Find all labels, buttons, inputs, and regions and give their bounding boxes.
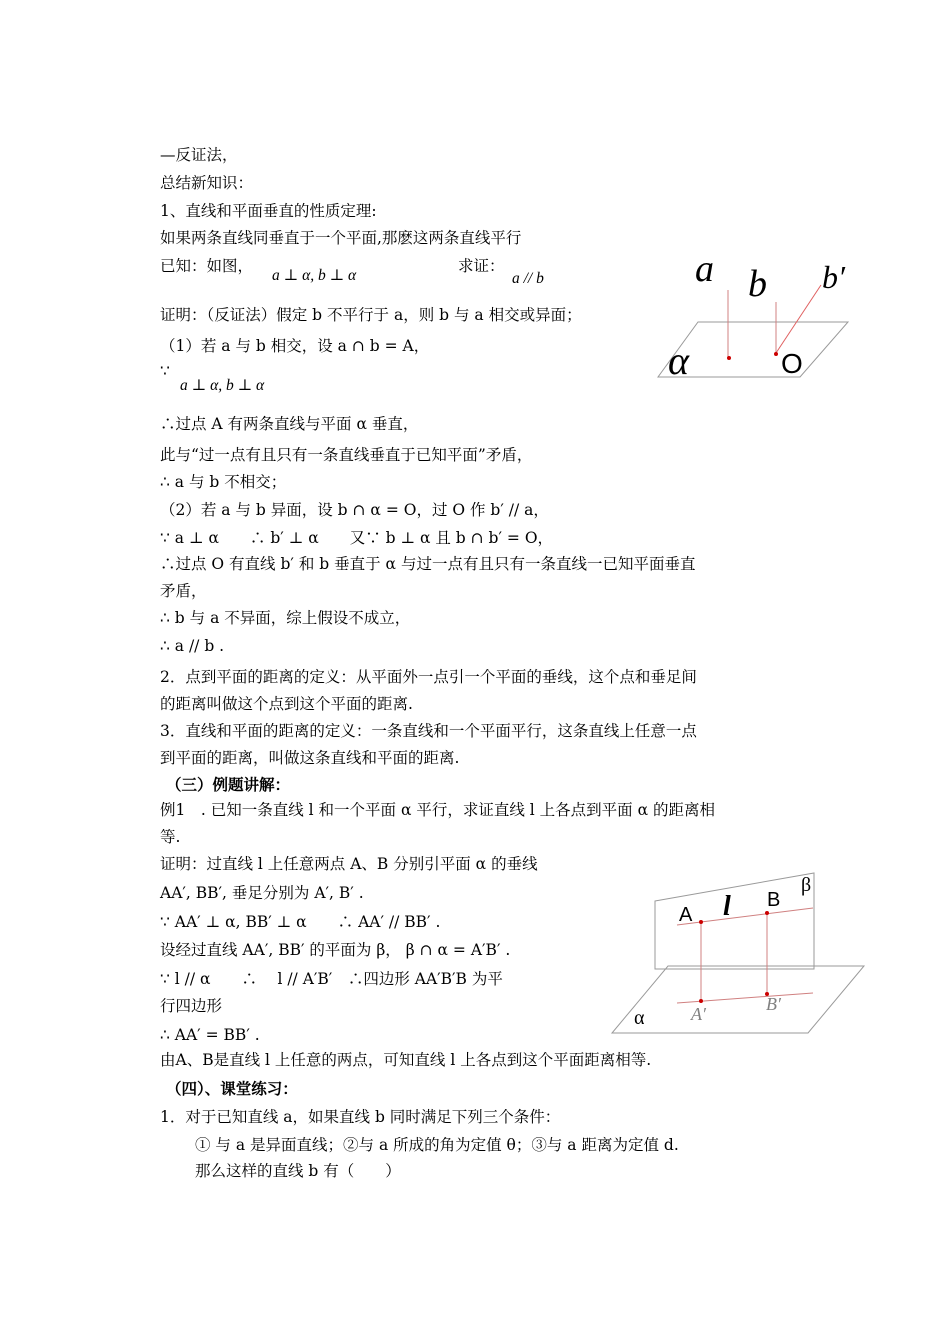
text-line: ∵ AA′ ⊥ α, BB′ ⊥ α ∴ AA′ // BB′ .: [160, 913, 441, 931]
text-line: 求证：: [458, 257, 505, 275]
text-line: ∴ b 与 a 不异面，综上假设不成立，: [160, 609, 411, 627]
text-line: 例1 . 已知一条直线 l 和一个平面 α 平行，求证直线 l 上各点到平面 α 的距离相: [160, 801, 715, 819]
text-line: （1）若 a 与 b 相交，设 a ∩ b = A，: [160, 337, 430, 355]
text-line: ∴ a 与 b 不相交；: [160, 473, 287, 491]
line-b-prime: [776, 285, 821, 353]
text-line: ∴过点 A 有两条直线与平面 α 垂直，: [160, 415, 419, 433]
text-line: 已知：如图，: [160, 257, 254, 275]
text-line: 的距离叫做这个点到这个平面的距离.: [160, 695, 413, 713]
text-line: 此与“过一点有且只有一条直线垂直于已知平面”矛盾，: [160, 446, 533, 464]
math-expression: a ⊥ α, b ⊥ α: [180, 377, 265, 394]
label-b: b: [748, 263, 767, 305]
plane-alpha: [612, 966, 864, 1033]
label-a-prime: A′: [691, 1004, 706, 1024]
text-line: ∴ AA′ = BB′ .: [160, 1026, 260, 1044]
text-line: ∵ l // α ∴ l // A′B′ ∴四边形 AA′B′B 为平: [160, 970, 503, 988]
point-o: [774, 352, 778, 356]
line-a-prime-b-prime: [677, 993, 813, 1003]
foot-point: [727, 356, 731, 360]
text-line: ∴ a // b .: [160, 637, 225, 655]
label-b: B: [767, 889, 781, 911]
text-line: 矛盾，: [160, 582, 207, 600]
text-line: 2．点到平面的距离的定义：从平面外一点引一个平面的垂线，这个点和垂足间: [160, 668, 697, 686]
point-b: [765, 911, 769, 915]
text-line: ∴过点 O 有直线 b′ 和 b 垂直于 α 与过一点有且只有一条直线一已知平面垂直: [160, 555, 696, 573]
text-line: ∵: [160, 362, 170, 380]
figure-perpendicular-lines: [650, 250, 860, 385]
label-beta: β: [801, 874, 812, 896]
text-line: 3．直线和平面的距离的定义：一条直线和一个平面平行，这条直线上任意一点: [160, 722, 697, 740]
text-line: 1、直线和平面垂直的性质定理:: [160, 202, 377, 220]
text-line: 总结新知识：: [160, 174, 254, 192]
text-line: 由A、B是直线 l 上任意的两点，可知直线 l 上各点到这个平面距离相等.: [160, 1051, 652, 1069]
label-o: O: [781, 348, 803, 379]
text-line: 证明：（反证法）假定 b 不平行于 a，则 b 与 a 相交或异面；: [160, 306, 582, 324]
text-line: 如果两条直线同垂直于一个平面,那麽这两条直线平行: [160, 229, 522, 247]
section-heading: （三）例题讲解：: [166, 775, 291, 794]
label-alpha: α: [668, 338, 689, 383]
text-line: （2）若 a 与 b 异面，设 b ∩ α = O，过 O 作 b′ // a，: [160, 501, 549, 519]
label-a: a: [695, 250, 714, 290]
text-line: 那么这样的直线 b 有（ ）: [195, 1162, 401, 1180]
label-l: l: [723, 891, 731, 922]
text-line: 等.: [160, 828, 181, 846]
text-line: 1．对于已知直线 a，如果直线 b 同时满足下列三个条件：: [160, 1108, 561, 1126]
text-line: 设经过直线 AA′, BB′ 的平面为 β， β ∩ α = A′B′ .: [160, 941, 511, 959]
text-line: ① 与 a 是异面直线；②与 a 所成的角为定值 θ；③与 a 距离为定值 d.: [195, 1136, 679, 1154]
text-line: 证明：过直线 l 上任意两点 A、B 分别引平面 α 的垂线: [160, 855, 538, 873]
point-a: [699, 920, 703, 924]
section-heading: （四）、课堂练习：: [166, 1079, 298, 1098]
math-expression: a ⊥ α, b ⊥ α: [272, 267, 357, 284]
label-a: A: [679, 904, 693, 926]
math-expression: a // b: [512, 270, 544, 287]
text-line: —反证法，: [160, 146, 238, 164]
label-alpha: α: [634, 1007, 645, 1029]
line-l: [677, 908, 813, 925]
text-line: 到平面的距离，叫做这条直线和平面的距离.: [160, 749, 460, 767]
label-b-prime: b′: [822, 259, 845, 295]
figure-parallel-line-plane: [605, 860, 875, 1040]
label-b-prime: B′: [766, 994, 781, 1014]
text-line: ∵ a ⊥ α ∴ b′ ⊥ α 又∵ b ⊥ α 且 b ∩ b′ = O，: [160, 529, 554, 547]
text-line: 行四边形: [160, 997, 223, 1015]
point-a-prime: [699, 999, 703, 1003]
text-line: AA′, BB′, 垂足分别为 A′, B′ .: [160, 884, 364, 902]
